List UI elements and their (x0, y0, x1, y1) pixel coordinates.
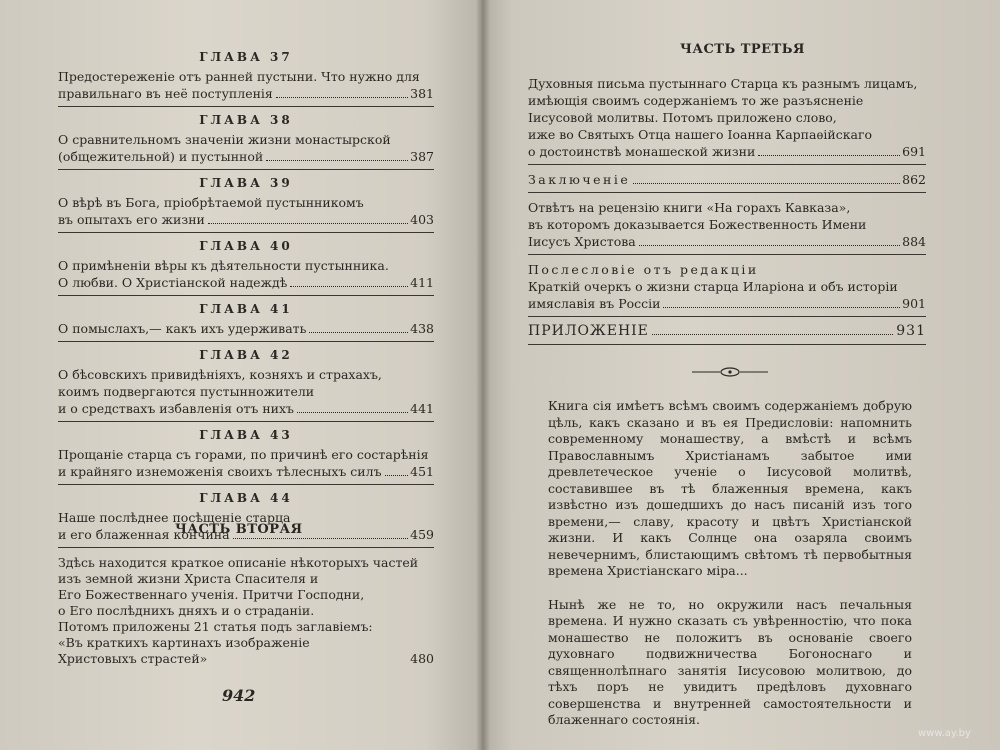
chapter-heading: ГЛАВА 44 (199, 491, 293, 505)
dot-leader (652, 334, 893, 335)
dot-leader (290, 286, 408, 287)
toc-entry-last-line (58, 274, 434, 291)
appendix-label: ПРИЛОЖЕНІЕ (528, 323, 649, 339)
toc-entry-line: Духовныя письма пустыннаго Старца къ разнымъ лицамъ, (528, 76, 918, 91)
part-two-line: Здѣсь находится краткое описаніе нѣкоторыхъ частей (58, 555, 419, 570)
toc-entry (58, 320, 434, 337)
toc-entry-text: О помыслахъ,— какъ ихъ удерживать (58, 321, 307, 336)
chapter-heading: ГЛАВА 43 (199, 428, 293, 442)
part-two-line: о Его послѣднихъ дняхъ и о страданіи. (58, 603, 315, 618)
chapter-heading: ГЛАВА 39 (199, 176, 293, 190)
toc-entry (58, 366, 434, 417)
folio: 942 (222, 686, 256, 705)
toc-entry-last-line (528, 295, 926, 312)
toc-entry-text: и о средствахъ избавленія отъ нихъ (58, 401, 295, 416)
page-number: 387 (410, 149, 434, 164)
toc-left (58, 50, 434, 554)
toc-entry-line: Отвѣтъ на рецензію книги «На горахъ Кавказа», (528, 200, 851, 215)
appendix-entry (528, 323, 926, 340)
divider (58, 421, 434, 422)
toc-entry-line: Послесловіе отъ редакціи (528, 262, 759, 277)
toc-entry-text: въ опытахъ его жизни (58, 212, 205, 227)
toc-entry (58, 446, 434, 480)
toc-entry-last-line (58, 320, 434, 337)
toc-entry (58, 194, 434, 228)
chapter-37 (58, 50, 434, 107)
dot-leader (297, 412, 408, 413)
chapter-heading: ГЛАВА 38 (199, 113, 293, 127)
toc-entry-last-line (58, 463, 434, 480)
page-number: 381 (410, 86, 434, 101)
toc-entry-line: въ которомъ доказывается Божественность Имени (528, 217, 867, 232)
toc-entry (58, 131, 434, 165)
toc-entry-last-line (58, 148, 434, 165)
toc-entry-line: иже во Святыхъ Отца нашего Іоанна Карпаѳійскаго (528, 127, 873, 142)
dot-leader (639, 245, 900, 246)
divider (528, 316, 926, 317)
divider (528, 254, 926, 255)
part-two-heading: ЧАСТЬ ВТОРАЯ (175, 522, 303, 537)
toc-entry-line: Предостереженіе отъ ранней пустыни. Что нужно для (58, 69, 420, 84)
chapter-42 (58, 348, 434, 422)
toc-entry-text: и крайняго изнеможенія своихъ тѣлесныхъ силъ (58, 464, 382, 479)
chapter-heading: ГЛАВА 37 (199, 50, 293, 64)
part-three-heading: ЧАСТЬ ТРЕТЬЯ (680, 42, 805, 57)
part-two-line: Христовыхъ страстей» (58, 651, 208, 666)
divider (58, 295, 434, 296)
toc-entry-text: (общежительной) и пустынной (58, 149, 264, 164)
toc-entry-text: правильнаго въ неё поступленія (58, 86, 273, 101)
toc-entry-line: О бѣсовскихъ привидѣніяхъ, козняхъ и страхахъ, (58, 367, 382, 382)
toc-entry-line: О примѣненіи вѣры къ дѣятельности пустынника. (58, 258, 389, 273)
dot-leader (663, 307, 900, 308)
toc-entry-last-line (528, 233, 926, 250)
toc-entry-line: О вѣрѣ въ Бога, пріобрѣтаемой пустынникомъ (58, 195, 364, 210)
divider (58, 232, 434, 233)
toc-entry-text: О любви. О Христіанской надеждѣ (58, 275, 288, 290)
toc-entry (58, 68, 434, 102)
chapter-heading: ГЛАВА 41 (199, 302, 293, 316)
divider (58, 484, 434, 485)
dot-leader (266, 160, 408, 161)
page-number: 438 (410, 321, 434, 336)
toc-entry-line: Краткій очеркъ о жизни старца Иларіона и объ исторіи (528, 279, 898, 294)
toc-entry-text: и его блаженная кончина (58, 527, 230, 542)
toc-entry-line: Прощаніе старца съ горами, по причинѣ его состарѣнія (58, 447, 429, 462)
toc-entry (528, 75, 926, 160)
part-two-line: Его Божественнаго ученія. Притчи Господни, (58, 587, 365, 602)
toc-entry (58, 257, 434, 291)
toc-entry-last-line (58, 211, 434, 228)
dot-leader (276, 97, 408, 98)
toc-right (528, 75, 926, 351)
page-number: 691 (902, 144, 926, 159)
toc-entry-text: Заключеніе (528, 172, 631, 187)
chapter-41 (58, 302, 434, 342)
chapter-38 (58, 113, 434, 170)
divider (58, 169, 434, 170)
chapter-heading: ГЛАВА 40 (199, 239, 293, 253)
toc-entry (528, 199, 926, 250)
toc-entry-last-line (528, 143, 926, 160)
book-description (548, 398, 912, 746)
divider (58, 106, 434, 107)
toc-entry-line: Наше послѣднее посѣщеніе старца (58, 510, 291, 525)
toc-entry-last-line (528, 171, 926, 188)
dot-leader (208, 223, 408, 224)
toc-entry (528, 261, 926, 312)
divider (528, 192, 926, 193)
description-paragraph: Нынѣ же не то, но окружили насъ печальныя времена. И нужно сказать съ увѣренностію, что пока монашество не положитъ въ основаніе своего духовнаго подвижничества Богоноснаго и священнолѣпнаго занятія Іисусовою молитвою, до тѣхъ поръ не увидитъ предѣловъ духовнаго совершенства и внутренней самостоятельности и блаженнаго состоянія. (548, 596, 912, 727)
chapter-39 (58, 176, 434, 233)
chapter-heading: ГЛАВА 42 (199, 348, 293, 362)
page-number: 884 (902, 234, 926, 249)
chapter-40 (58, 239, 434, 296)
toc-entry-text: о достоинствѣ монашеской жизни (528, 144, 756, 159)
toc-entry-last-line (58, 400, 434, 417)
description-paragraph: Книга сія имѣетъ всѣмъ своимъ содержаніемъ добрую цѣль, какъ сказано и въ ея Предисловіи: напомнить современному монашеству, а вмѣстѣ и всѣмъ Православнымъ Христіанамъ забытое ими древлетеческое ученіе о Іисусовой молитвѣ, составившее въ тѣ блаженныя времена, какъ извѣстно изъ дошедшихъ до насъ писаній изъ того времени,— славу, красоту и цвѣтъ Христіанской жизни. И какъ Солнце она озаряла своимъ невечернимъ, блистающимъ свѣтомъ тѣ первобытныя времена Христіанскаго міра... (548, 398, 912, 578)
toc-entry-text: имяславія въ Россіи (528, 296, 661, 311)
page-number: 931 (896, 323, 926, 339)
part-two-line: «Въ краткихъ картинахъ изображеніе (58, 635, 310, 650)
page-number: 901 (902, 296, 926, 311)
dot-leader (385, 475, 409, 476)
divider (58, 341, 434, 342)
toc-entry-last-line (58, 85, 434, 102)
toc-entry (528, 171, 926, 188)
dot-leader (309, 332, 408, 333)
page-number: 411 (410, 275, 434, 290)
part-two-entry (58, 555, 434, 667)
watermark: www.ay.by (918, 728, 971, 739)
toc-entry-text: Іисусъ Христова (528, 234, 636, 249)
toc-entry-line: коимъ подвергаются пустынножители (58, 384, 315, 399)
part-two-line: изъ земной жизни Христа Спасителя и (58, 571, 319, 586)
dot-leader (233, 538, 409, 539)
toc-entry-line: О сравнительномъ значеніи жизни монастырской (58, 132, 391, 147)
ornament-divider (690, 366, 770, 378)
page-number: 480 (410, 651, 434, 666)
book-spine (476, 0, 490, 750)
part-two-line: Потомъ приложены 21 статья подъ заглавіемъ: (58, 619, 373, 634)
chapter-43 (58, 428, 434, 485)
chapter-44 (58, 491, 434, 548)
dot-leader (633, 183, 900, 184)
page-number: 403 (410, 212, 434, 227)
page-number: 441 (410, 401, 434, 416)
page-number: 459 (410, 527, 434, 542)
toc-entry-line: Іисусовой молитвы. Потомъ приложено слово, (528, 110, 837, 125)
divider (528, 344, 926, 345)
page-number: 451 (410, 464, 434, 479)
dot-leader (758, 155, 900, 156)
divider (528, 164, 926, 165)
toc-entry-line: имѣющія своимъ содержаніемъ то же разъясненіе (528, 93, 864, 108)
divider (58, 547, 434, 548)
page-number: 862 (902, 172, 926, 187)
